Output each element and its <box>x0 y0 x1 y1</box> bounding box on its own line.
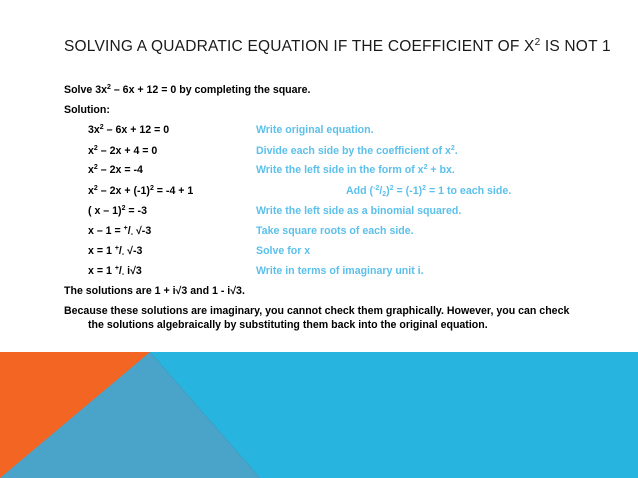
decorative-footer <box>0 352 638 478</box>
step-1-note: Write original equation. <box>256 124 374 136</box>
step-6-equation: $x - 1 = ^+/_-$ √-3 <box>88 225 152 238</box>
solutions-statement: The solutions are 1 + i√3 and 1 - i√3. <box>64 285 245 297</box>
step-2-note: Divide each side by the coefficient of $x^2$. <box>256 145 458 157</box>
step-1-equation: $3x^2 - 6x + 12 = 0$ <box>88 124 170 136</box>
step-7-note: Solve for x <box>256 245 311 257</box>
step-2-equation: $x^2 - 2x + 4 = 0$ <box>88 145 158 157</box>
step-4-equation: $x^2 - 2x + (-1)^2 = -4 + 1$ <box>88 185 194 197</box>
step-5-equation: ( x – 1)$^2$ = -3 <box>88 205 147 217</box>
step-4-note: Add $(^{-2}/_2)^2 = (-1)^2 = 1$ to each side. <box>346 185 512 198</box>
step-5-note: Write the left side as a binomial squared. <box>256 205 462 217</box>
conclusion-line-2: the solutions algebraically by substituting them back into the original equation. <box>88 319 488 331</box>
step-6-note: Take square roots of each side. <box>256 225 414 237</box>
conclusion-line-1: Because these solutions are imaginary, you cannot check them graphically. However, you can check <box>64 305 570 317</box>
step-7-equation: x = 1 $^+/_-$ √-3 <box>88 245 143 258</box>
solution-label: Solution: <box>64 104 110 116</box>
problem-statement: Solve $3x^2 - 6x + 12 = 0$ by completing the square. <box>64 84 311 96</box>
slide-title: SOLVING A QUADRATIC EQUATION IF THE COEFFICIENT OF $X^2$ IS NOT 1 <box>64 37 611 55</box>
step-8-equation: x = 1 $^+/_-$ i√3 <box>88 265 142 278</box>
step-3-equation: $x^2 - 2x = -4$ <box>88 164 143 176</box>
step-8-note: Write in terms of imaginary unit i. <box>256 265 424 277</box>
step-3-note: Write the left side in the form of $x^2$ + bx. <box>256 164 455 176</box>
